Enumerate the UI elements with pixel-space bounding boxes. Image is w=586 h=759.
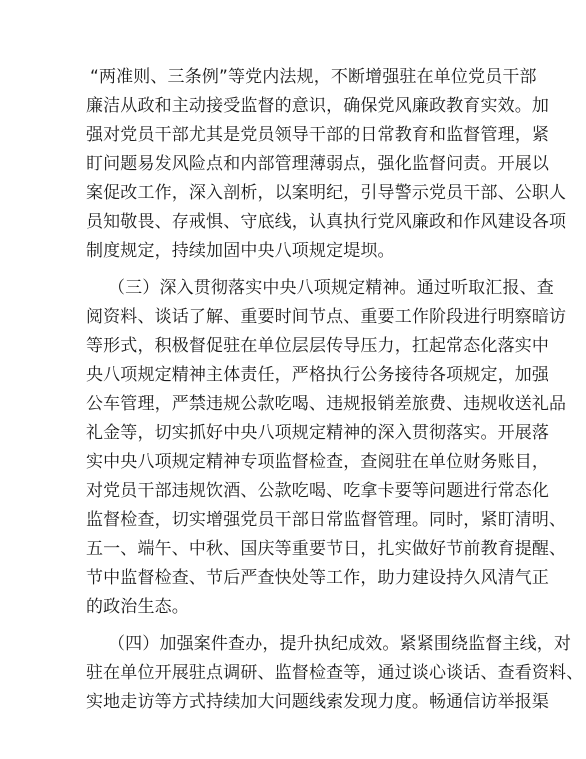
text-line: 央八项规定精神主体责任，严格执行公务接待各项规定，加强 xyxy=(86,365,550,385)
text-line: 阅资料、谈话了解、重要时间节点、重要工作阶段进行明察暗访 xyxy=(86,307,567,327)
text-line: 实中央八项规定精神专项监督检查，查阅驻在单位财务账目， xyxy=(86,452,550,472)
paragraph-section-three xyxy=(86,274,567,622)
text-line: 廉洁从政和主动接受监督的意识，确保党风廉政教育实效。加 xyxy=(86,96,550,116)
text-line: 案促改工作，深入剖析，以案明纪，引导警示党员干部、公职人 xyxy=(86,183,567,203)
text-line: 制度规定，持续加固中央八项规定堤坝。 xyxy=(86,241,395,261)
text-line: 监督检查，切实增强党员干部日常监督管理。同时，紧盯清明、 xyxy=(86,510,567,530)
text-line: 盯问题易发风险点和内部管理薄弱点，强化监督问责。开展以 xyxy=(86,154,550,174)
text-line: 等形式，积极督促驻在单位层层传导压力，扛起常态化落实中 xyxy=(86,336,550,356)
text-line: 实地走访等方式持续加大问题线索发现力度。畅通信访举报渠 xyxy=(86,692,550,712)
text-line: 公车管理，严禁违规公款吃喝、违规报销差旅费、违规收送礼品 xyxy=(86,394,567,414)
text-line: 对党员干部违规饮酒、公款吃喝、吃拿卡要等问题进行常态化 xyxy=(86,481,550,501)
text-line: 驻在单位开展驻点调研、监督检查等，通过谈心谈话、查看资料、 xyxy=(86,663,584,683)
section-heading-line: （四）加强案件查办，提升执纪成效。紧紧围绕监督主线，对 xyxy=(108,634,572,654)
text-line: 强对党员干部尤其是党员领导干部的日常教育和监督管理，紧 xyxy=(86,125,550,145)
text-line: 员知敬畏、存戒惧、守底线，认真执行党风廉政和作风建设各项 xyxy=(86,212,567,232)
text-line: 的政治生态。 xyxy=(86,597,189,617)
text-line: “两准则、三条例”等党内法规，不断增强驻在单位党员干部 xyxy=(90,67,537,87)
text-line: 礼金等，切实抓好中央八项规定精神的深入贯彻落实。开展落 xyxy=(86,423,550,443)
section-heading-line: （三）深入贯彻落实中央八项规定精神。通过听取汇报、查 xyxy=(108,278,554,298)
document-body xyxy=(86,63,584,717)
paragraph-section-four xyxy=(86,630,584,717)
text-line: 五一、端午、中秋、国庆等重要节日，扎实做好节前教育提醒、 xyxy=(86,539,567,559)
paragraph-discipline-education xyxy=(86,63,567,266)
text-line: 节中监督检查、节后严查快处等工作，助力建设持久风清气正 xyxy=(86,568,550,588)
